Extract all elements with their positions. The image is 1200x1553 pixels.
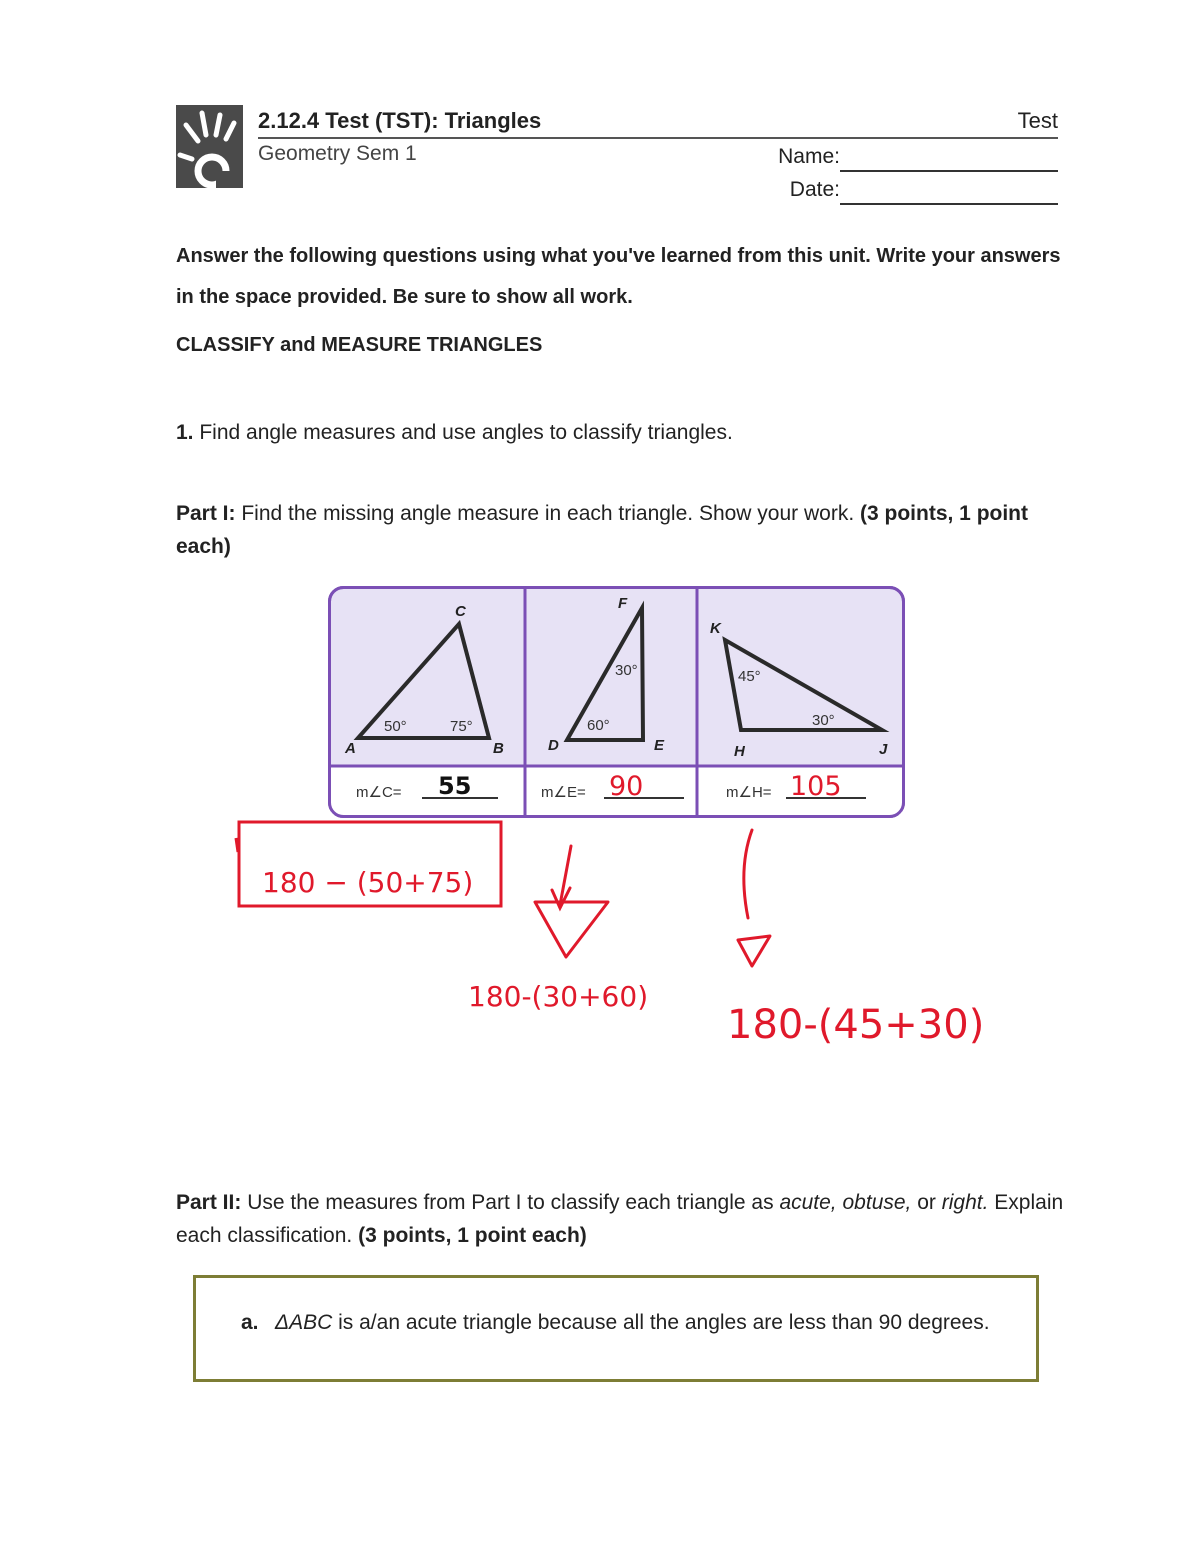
angle-label-b: 75° [450, 718, 473, 735]
document-type: Test [1017, 108, 1058, 133]
answer-angle-c: 55 [438, 772, 472, 800]
answer-a-text: is a/an acute triangle because all the angles are less than 90 degrees. [338, 1311, 990, 1334]
term-acute: acute, [779, 1191, 837, 1214]
vertex-label-e: E [654, 737, 665, 754]
prompt-angle-h: m∠H= [726, 784, 772, 801]
question-number: 1. [176, 421, 194, 444]
answer-angle-e: 90 [609, 771, 644, 802]
answer-a-triangle: ΔABC [275, 1311, 333, 1334]
triangle-figure [328, 586, 905, 818]
vertex-label-d: D [548, 737, 559, 754]
angle-label-k: 45° [738, 668, 761, 685]
question-1 [176, 421, 733, 445]
section-title: CLASSIFY and MEASURE TRIANGLES [176, 334, 543, 356]
part-1-points: (3 points, 1 point each) [176, 502, 1029, 558]
part-2-or: or [917, 1191, 936, 1214]
header-rule [258, 137, 1058, 139]
vertex-label-a: A [345, 740, 356, 757]
answer-angle-h: 105 [790, 771, 842, 802]
vertex-label-c: C [455, 603, 466, 620]
work-1-box [239, 822, 501, 906]
term-obtuse: obtuse, [842, 1191, 912, 1214]
angle-label-f: 30° [615, 662, 638, 679]
work-2-triangle-sketch [535, 902, 608, 957]
work-2-arrow [552, 846, 571, 908]
work-3: 180-(45+30) [727, 1002, 985, 1048]
work-3-triangle-sketch [738, 936, 770, 966]
answer-box-a[interactable] [193, 1275, 1039, 1382]
part-1-text: Find the missing angle measure in each triangle. Show your work. [241, 502, 855, 525]
answer-a [241, 1306, 1001, 1339]
angle-label-a: 50° [384, 718, 407, 735]
angle-label-d: 60° [587, 717, 610, 734]
part-2-text-a: Use the measures from Part I to classify each triangle as [247, 1191, 774, 1214]
answer-a-body [275, 1306, 1001, 1339]
vertex-label-h: H [734, 743, 745, 760]
part-2-text-b: Explain each classification. [176, 1191, 1064, 1247]
angle-label-j: 30° [812, 712, 835, 729]
vertex-label-b: B [493, 740, 504, 757]
name-field[interactable] [840, 170, 1058, 172]
term-right: right. [941, 1191, 989, 1214]
part-1-instructions [176, 497, 1076, 563]
part-2-label: Part II: [176, 1191, 242, 1214]
prompt-angle-c: m∠C= [356, 784, 402, 801]
answer-a-letter: a. [241, 1311, 259, 1334]
publisher-logo [176, 105, 243, 188]
vertex-label-k: K [710, 620, 721, 637]
vertex-label-f: F [618, 595, 628, 612]
part-2-instructions [176, 1186, 1076, 1252]
instructions: Answer the following questions using what you've learned from this unit. Write your answers in the space provided. Be sure to show all work. [176, 245, 1061, 308]
question-text: Find angle measures and use angles to classify triangles. [199, 421, 733, 444]
name-label: Name: [778, 145, 840, 168]
work-1: 180 − (50+75) [262, 866, 474, 899]
work-2: 180-(30+60) [468, 980, 649, 1013]
date-field[interactable] [840, 203, 1058, 205]
vertex-label-j: J [879, 741, 888, 758]
document-title: 2.12.4 Test (TST): Triangles [258, 108, 542, 133]
work-3-stroke [744, 830, 752, 918]
date-label: Date: [789, 178, 840, 201]
course-name: Geometry Sem 1 [258, 142, 417, 165]
part-1-label: Part I: [176, 502, 236, 525]
part-2-points: (3 points, 1 point each) [358, 1224, 587, 1247]
prompt-angle-e: m∠E= [541, 784, 586, 801]
